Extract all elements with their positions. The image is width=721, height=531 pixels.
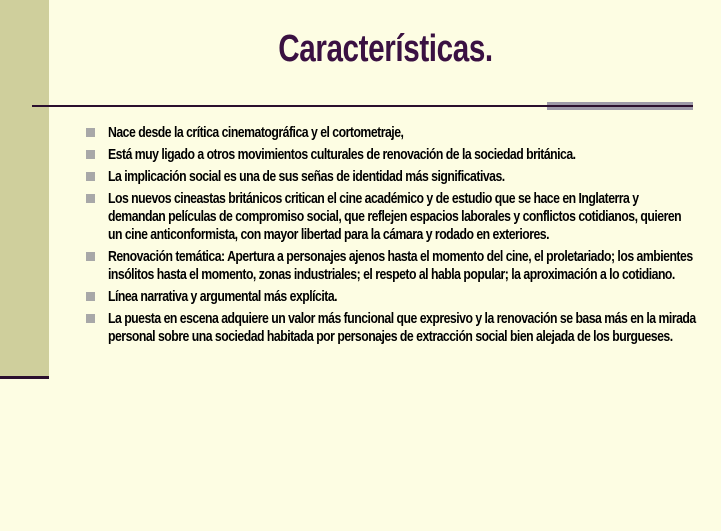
bullet-text: Línea narrativa y argumental más explícita. [108, 289, 338, 305]
square-bullet-icon [86, 314, 95, 323]
bullet-text: La puesta en escena adquiere un valor más funcional que expresivo y la renovación se basa más en la mirada personal sobre una sociedad habitada por personajes de extracción social bien alejada de los burgueses. [108, 311, 696, 345]
bullet-item [86, 146, 696, 164]
square-bullet-icon [86, 252, 95, 261]
bullet-item [86, 190, 696, 244]
bullet-text: Nace desde la crítica cinematográfica y el cortometraje, [108, 125, 404, 141]
bullet-item [86, 168, 696, 186]
title-divider [32, 105, 547, 107]
sidebar-divider [0, 376, 49, 379]
bullet-item [86, 124, 696, 142]
bullet-text: Los nuevos cineastas británicos critican el cine académico y de estudio que se hace en Inglaterra y demandan películas de compromiso social, que reflejen espacios laborales y conflictos cotidianos, quieren un cine anticonformista, con mayor libertad para la cámara y rodado en exteriores. [108, 191, 682, 243]
bullet-item [86, 310, 696, 346]
bullet-text: Renovación temática: Apertura a personajes ajenos hasta el momento del cine, el proletariado; los ambientes insólitos hasta el momento, zonas industriales; el respeto al habla popular; la aproximación a lo cotidiano. [108, 249, 693, 283]
bullet-text: La implicación social es una de sus señas de identidad más significativas. [108, 169, 505, 185]
square-bullet-icon [86, 128, 95, 137]
square-bullet-icon [86, 194, 95, 203]
square-bullet-icon [86, 292, 95, 301]
bullet-list [86, 124, 696, 350]
square-bullet-icon [86, 150, 95, 159]
title-divider-accent-line [547, 105, 693, 107]
sidebar-decoration [0, 0, 49, 378]
bullet-text: Está muy ligado a otros movimientos culturales de renovación de la sociedad británica. [108, 147, 576, 163]
slide-title: Características. [278, 28, 493, 70]
bullet-item [86, 248, 696, 284]
square-bullet-icon [86, 172, 95, 181]
bullet-item [86, 288, 696, 306]
